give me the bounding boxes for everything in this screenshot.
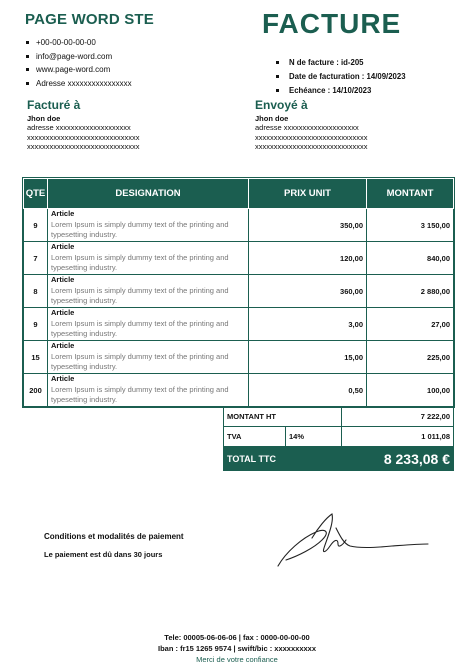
table-row [24, 308, 454, 341]
signature-image [272, 508, 432, 570]
table-row [24, 374, 454, 407]
row-unit-price: 120,00 [249, 242, 367, 275]
row-description: Lorem Ipsum is simply dummy text of the printing and typesetting industry. [51, 285, 229, 306]
invoice-due-date: Echéance : 14/10/2023 [276, 84, 406, 98]
row-unit-price: 360,00 [249, 275, 367, 308]
footer-thanks: Merci de votre confiance [196, 655, 278, 664]
table-row [24, 242, 454, 275]
shipped-to-line: adresse xxxxxxxxxxxxxxxxxxxx [255, 123, 359, 133]
tva-rate: 14% [286, 427, 342, 447]
row-title: Article [51, 341, 75, 351]
shipped-to-name: Jhon doe [255, 113, 289, 123]
payment-terms-text: Le paiement est dû dans 30 jours [44, 550, 163, 559]
billed-to-heading: Facturé à [27, 98, 81, 112]
totals-table [223, 406, 454, 471]
payment-terms [44, 528, 184, 564]
row-description: Lorem Ipsum is simply dummy text of the printing and typesetting industry. [51, 219, 229, 240]
row-unit-price: 350,00 [249, 209, 367, 242]
tva-label: TVA [224, 427, 286, 447]
row-description: Lorem Ipsum is simply dummy text of the printing and typesetting industry. [51, 351, 229, 372]
billed-to-line: xxxxxxxxxxxxxxxxxxxxxxxxxxxxxx [27, 132, 140, 142]
payment-terms-heading: Conditions et modalités de paiement [44, 532, 184, 541]
footer-bank: Iban : fr15 1265 9574 | swift/bic : xxxxxxxxxx [157, 644, 317, 653]
total-ht-value: 7 222,00 [342, 407, 454, 427]
row-amount: 100,00 [367, 374, 454, 407]
row-title: Article [51, 308, 75, 318]
row-unit-price: 15,00 [249, 341, 367, 374]
row-designation [48, 275, 249, 308]
header-qty: QTE [24, 179, 48, 209]
total-ttc-label: TOTAL TTC [224, 447, 342, 471]
row-title: Article [51, 374, 75, 384]
billed-to-name: Jhon doe [27, 113, 61, 123]
invoice-number: N de facture : id-205 [276, 56, 406, 70]
row-qty: 9 [24, 209, 48, 242]
footer [0, 632, 474, 665]
company-name: PAGE WORD STE [25, 11, 154, 28]
shipped-to-line: xxxxxxxxxxxxxxxxxxxxxxxxxxxxxx [255, 132, 368, 142]
header-designation: DESIGNATION [48, 179, 249, 209]
row-designation [48, 341, 249, 374]
row-description: Lorem Ipsum is simply dummy text of the printing and typesetting industry. [51, 252, 229, 273]
row-unit-price: 3,00 [249, 308, 367, 341]
shipped-to [255, 98, 368, 152]
company-address: Adresse xxxxxxxxxxxxxxxx [26, 77, 132, 91]
table-row [24, 341, 454, 374]
row-qty: 7 [24, 242, 48, 275]
billed-to [27, 98, 140, 152]
row-designation [48, 308, 249, 341]
items-table [23, 178, 454, 407]
billed-to-line: xxxxxxxxxxxxxxxxxxxxxxxxxxxxxx [27, 142, 140, 152]
total-ttc-value: 8 233,08 € [342, 447, 454, 471]
row-qty: 15 [24, 341, 48, 374]
row-amount: 2 880,00 [367, 275, 454, 308]
table-row [24, 209, 454, 242]
row-qty: 8 [24, 275, 48, 308]
company-email: info@page-word.com [26, 50, 132, 64]
invoice-date: Date de facturation : 14/09/2023 [276, 70, 406, 84]
row-designation [48, 242, 249, 275]
row-amount: 3 150,00 [367, 209, 454, 242]
footer-contact: Tele: 00005-06-06-06 | fax : 0000-00-00-00 [164, 633, 310, 642]
total-ttc-row [224, 447, 454, 471]
row-title: Article [51, 242, 75, 252]
row-unit-price: 0,50 [249, 374, 367, 407]
invoice-title: FACTURE [262, 8, 402, 39]
row-title: Article [51, 209, 75, 219]
company-info [26, 36, 132, 90]
total-ht-label: MONTANT HT [224, 407, 342, 427]
header-amount: MONTANT [367, 179, 454, 209]
table-row [24, 275, 454, 308]
row-amount: 27,00 [367, 308, 454, 341]
company-phone: +00-00-00-00-00 [26, 36, 132, 50]
row-description: Lorem Ipsum is simply dummy text of the printing and typesetting industry. [51, 318, 229, 339]
row-qty: 9 [24, 308, 48, 341]
company-website: www.page-word.com [26, 63, 132, 77]
invoice-meta [276, 56, 406, 98]
row-designation [48, 374, 249, 407]
row-title: Article [51, 275, 75, 285]
billed-to-line: adresse xxxxxxxxxxxxxxxxxxxx [27, 123, 131, 133]
row-qty: 200 [24, 374, 48, 407]
tva-value: 1 011,08 [342, 427, 454, 447]
row-description: Lorem Ipsum is simply dummy text of the printing and typesetting industry. [51, 384, 229, 405]
total-ht-row [224, 407, 454, 427]
shipped-to-line: xxxxxxxxxxxxxxxxxxxxxxxxxxxxxx [255, 142, 368, 152]
row-amount: 225,00 [367, 341, 454, 374]
tva-row [224, 427, 454, 447]
header-unit-price: PRIX UNIT [249, 179, 367, 209]
shipped-to-heading: Envoyé à [255, 98, 308, 112]
row-amount: 840,00 [367, 242, 454, 275]
items-header-row [24, 179, 454, 209]
row-designation [48, 209, 249, 242]
